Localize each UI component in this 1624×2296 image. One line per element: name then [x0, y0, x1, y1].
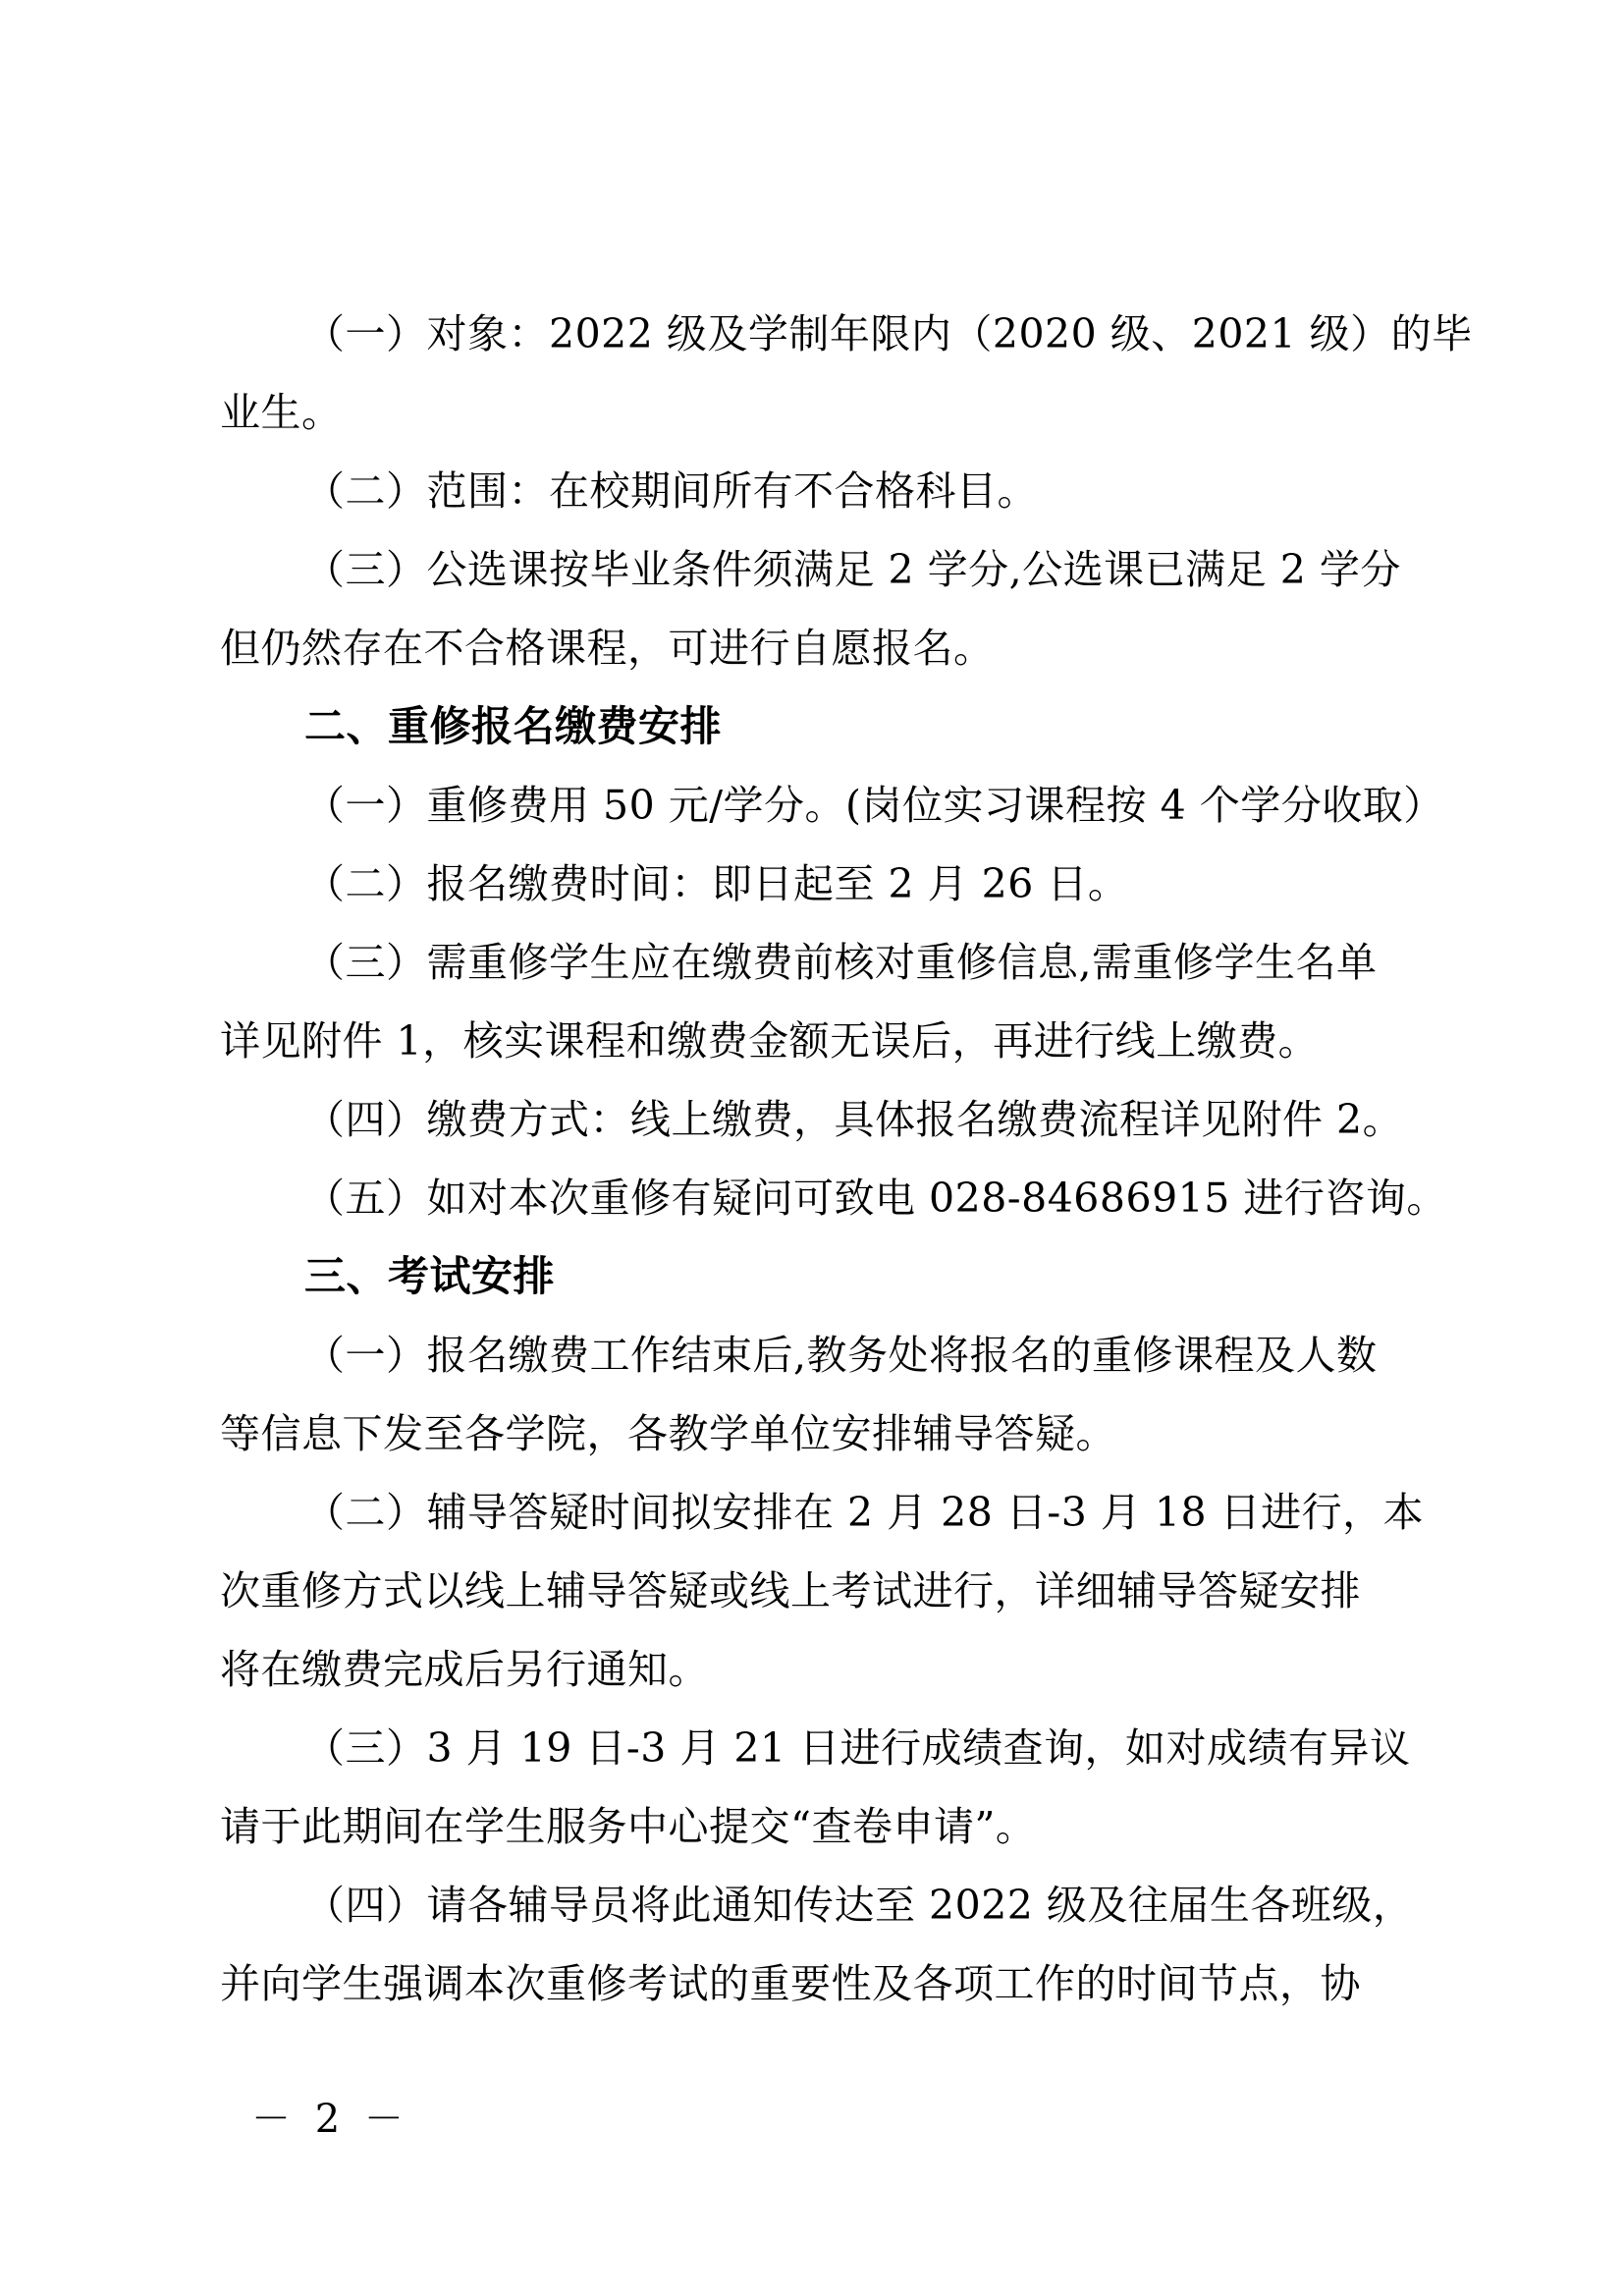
paragraph-line: 业生。: [220, 389, 343, 436]
paragraph-line: （三）需重修学生应在缴费前核对重修信息,需重修学生名单: [304, 939, 1378, 986]
paragraph-line: 次重修方式以线上辅导答疑或线上考试进行，详细辅导答疑安排: [220, 1567, 1361, 1614]
paragraph-line: 请于此期间在学生服务中心提交“查卷申请”。: [220, 1803, 1037, 1850]
paragraph-line: （一）报名缴费工作结束后,教务处将报名的重修课程及人数: [304, 1332, 1378, 1379]
section-heading: 二、重修报名缴费安排: [304, 702, 723, 750]
paragraph-line: 详见附件 1，核实课程和缴费金额无误后，再进行线上缴费。: [220, 1017, 1320, 1065]
paragraph-line: 但仍然存在不合格课程，可进行自愿报名。: [220, 625, 995, 672]
paragraph-line: （二）报名缴费时间：即日起至 2 月 26 日。: [304, 860, 1129, 907]
page-number: － 2 －: [251, 2097, 409, 2142]
paragraph-line: （五）如对本次重修有疑问可致电 028-84686915 进行咨询。: [304, 1175, 1447, 1222]
paragraph-line: （二）范围：在校期间所有不合格科目。: [304, 467, 1038, 515]
paragraph-line: （四）请各辅导员将此通知传达至 2022 级及往届生各班级，: [304, 1882, 1414, 1929]
paragraph-line: 等信息下发至各学院，各教学单位安排辅导答疑。: [220, 1410, 1116, 1457]
paragraph-line: （三）3 月 19 日-3 月 21 日进行成绩查询，如对成绩有异议: [304, 1724, 1411, 1772]
paragraph-line: （三）公选课按毕业条件须满足 2 学分,公选课已满足 2 学分: [304, 546, 1401, 593]
paragraph-line: （一）对象：2022 级及学制年限内（2020 级、2021 级）的毕: [304, 310, 1473, 357]
paragraph-line: （二）辅导答疑时间拟安排在 2 月 28 日-3 月 18 日进行，本: [304, 1489, 1425, 1536]
paragraph-line: （四）缴费方式：线上缴费，具体报名缴费流程详见附件 2。: [304, 1096, 1404, 1143]
section-heading: 三、考试安排: [304, 1252, 556, 1300]
paragraph-line: （一）重修费用 50 元/学分。(岗位实习课程按 4 个学分收取）: [304, 782, 1444, 829]
paragraph-line: 将在缴费完成后另行通知。: [220, 1646, 709, 1693]
paragraph-line: 并向学生强调本次重修考试的重要性及各项工作的时间节点，协: [220, 1960, 1361, 2007]
